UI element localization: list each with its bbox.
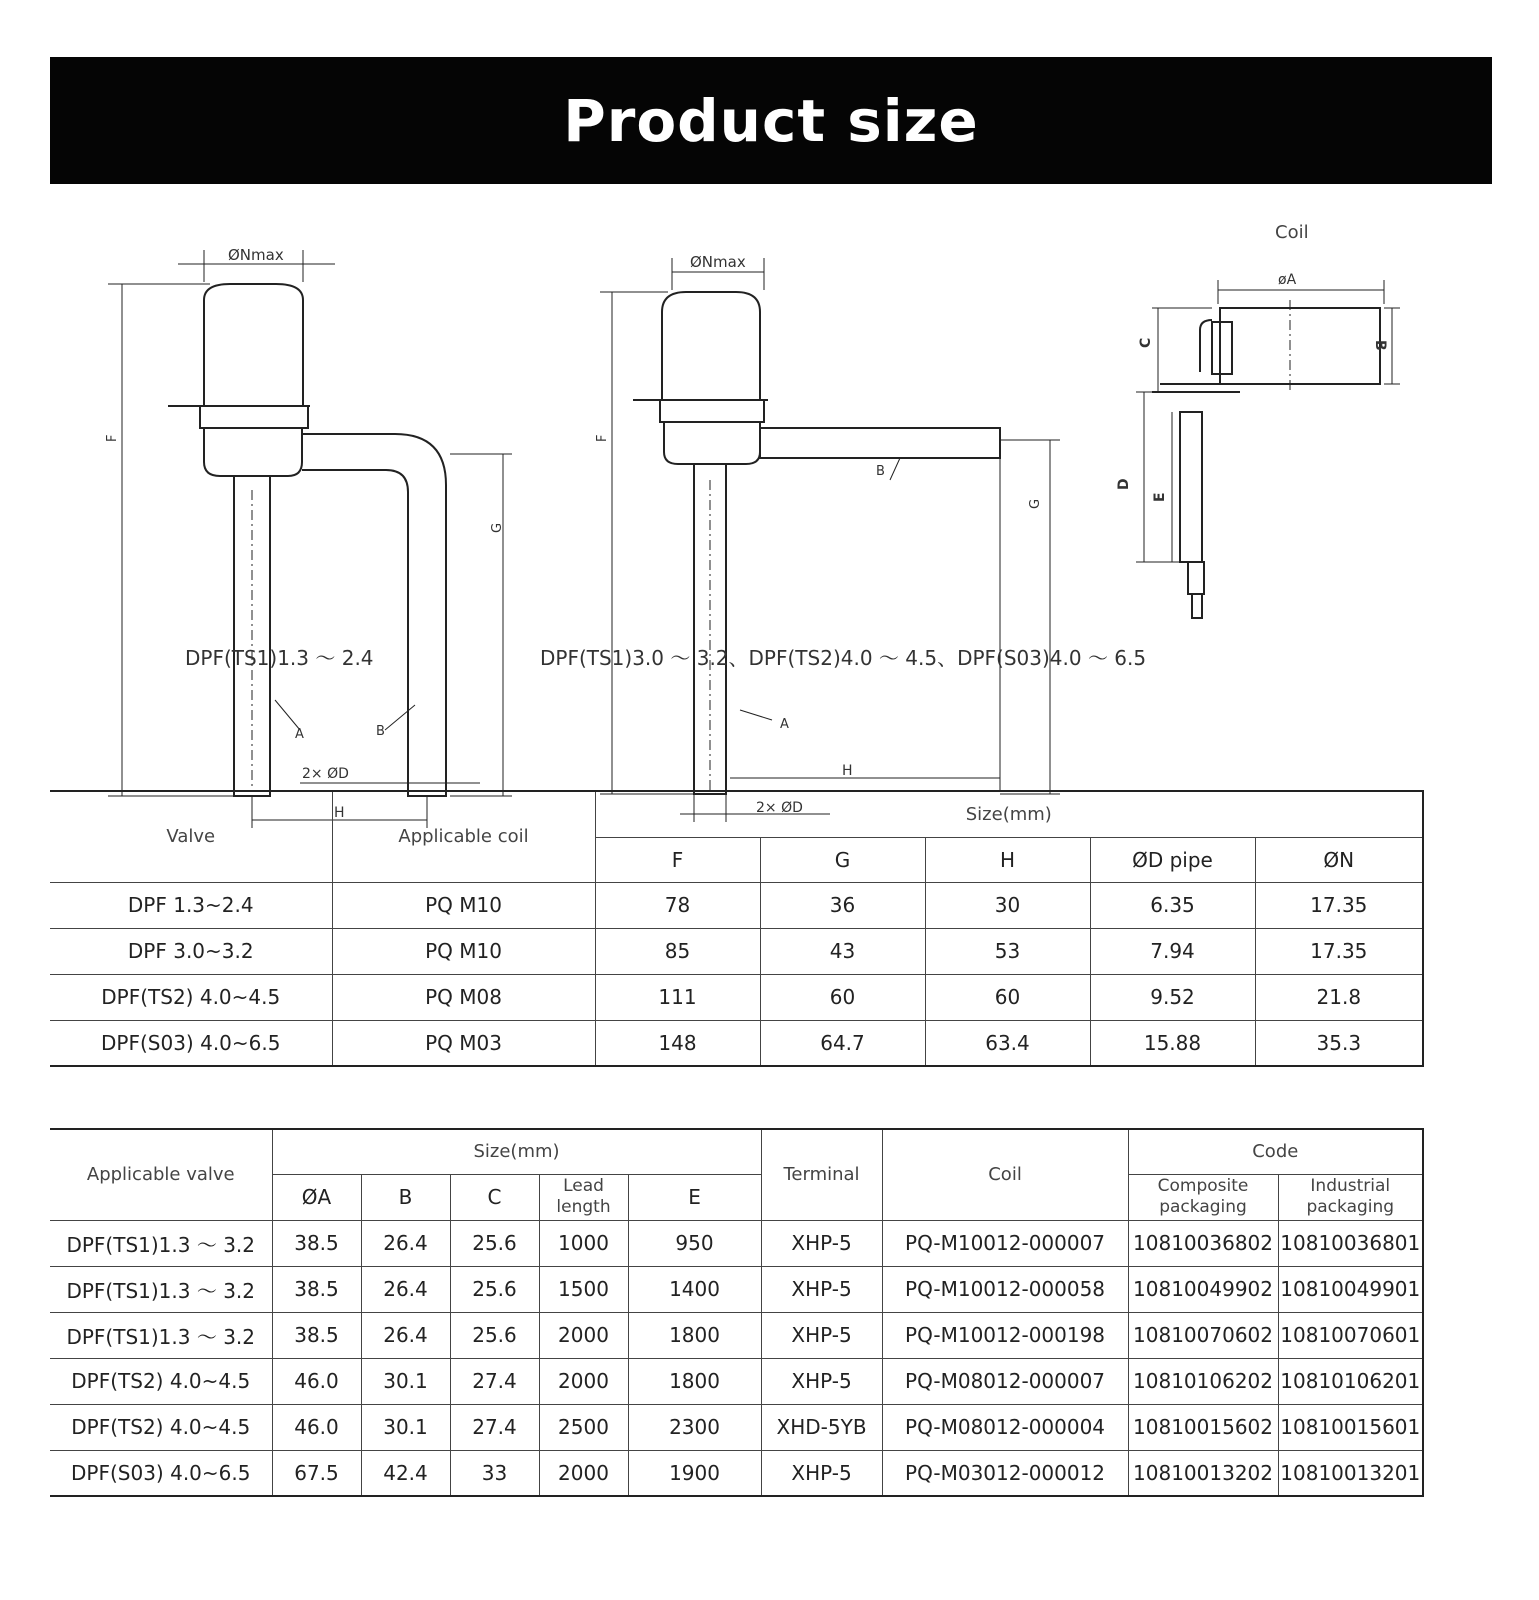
header-applicable-valve: Applicable valve [50, 1129, 272, 1220]
dim-label-g-left: G [490, 522, 505, 533]
cell-c: 27.4 [450, 1358, 539, 1404]
cell-e: 2300 [628, 1404, 761, 1450]
cell-b: 26.4 [361, 1220, 450, 1266]
dim-label-coil-b: B [1372, 340, 1388, 351]
dim-label-f-left: F [105, 434, 120, 442]
cell-b: 26.4 [361, 1266, 450, 1312]
header-coil: Coil [882, 1129, 1128, 1220]
cell-terminal: XHP-5 [761, 1220, 882, 1266]
cell-d-pipe: 7.94 [1090, 928, 1255, 974]
cell-composite-code: 10810036802 [1128, 1220, 1278, 1266]
cell-coil: PQ M10 [332, 882, 595, 928]
cell-b: 30.1 [361, 1404, 450, 1450]
cell-composite-code: 10810049902 [1128, 1266, 1278, 1312]
cell-a: 46.0 [272, 1358, 361, 1404]
coil-code-table [50, 1128, 1424, 1497]
table-row [50, 928, 1423, 974]
cell-c: 25.6 [450, 1266, 539, 1312]
dim-label-2d-middle: 2× ØD [756, 800, 803, 816]
cell-lead-length: 2500 [539, 1404, 628, 1450]
cell-h: 30 [925, 882, 1090, 928]
header-a: ØA [272, 1174, 361, 1220]
cell-lead-length: 2000 [539, 1312, 628, 1358]
cell-e: 1800 [628, 1312, 761, 1358]
cell-valve: DPF 1.3~2.4 [50, 882, 332, 928]
cell-h: 60 [925, 974, 1090, 1020]
cell-b: 30.1 [361, 1358, 450, 1404]
cell-g: 43 [760, 928, 925, 974]
cell-a: 46.0 [272, 1404, 361, 1450]
cell-g: 64.7 [760, 1020, 925, 1066]
cell-a: 38.5 [272, 1312, 361, 1358]
cell-terminal: XHD-5YB [761, 1404, 882, 1450]
cell-valve: DPF 3.0~3.2 [50, 928, 332, 974]
table-row [50, 1404, 1423, 1450]
valve-size-table [50, 790, 1424, 1067]
header-lead-line2: length [556, 1197, 611, 1217]
dim-label-2d-left: 2× ØD [302, 766, 349, 782]
header-lead-line1: Lead [563, 1176, 604, 1196]
cell-a: 38.5 [272, 1220, 361, 1266]
cell-d-pipe: 15.88 [1090, 1020, 1255, 1066]
cell-lead-length: 1500 [539, 1266, 628, 1312]
dim-label-b-middle: B [876, 464, 885, 479]
cell-terminal: XHP-5 [761, 1312, 882, 1358]
title-banner [50, 57, 1492, 184]
cell-coil: PQ-M10012-000007 [882, 1220, 1128, 1266]
cell-industrial-code: 10810049901 [1278, 1266, 1423, 1312]
cell-n: 35.3 [1255, 1020, 1423, 1066]
cell-coil: PQ M03 [332, 1020, 595, 1066]
cell-e: 1800 [628, 1358, 761, 1404]
cell-valve: DPF(TS2) 4.0~4.5 [50, 1358, 272, 1404]
header-lead-length [539, 1174, 628, 1220]
cell-composite-code: 10810106202 [1128, 1358, 1278, 1404]
page-title: Product size [563, 86, 979, 155]
header-b: B [361, 1174, 450, 1220]
cell-valve: DPF(TS2) 4.0~4.5 [50, 974, 332, 1020]
cell-n: 17.35 [1255, 882, 1423, 928]
header-composite-line2: packaging [1159, 1197, 1247, 1217]
cell-coil: PQ-M10012-000058 [882, 1266, 1128, 1312]
dim-label-coil-e: E [1152, 492, 1168, 502]
cell-d-pipe: 9.52 [1090, 974, 1255, 1020]
cell-coil: PQ-M10012-000198 [882, 1312, 1128, 1358]
header-h: H [925, 837, 1090, 882]
cell-f: 85 [595, 928, 760, 974]
cell-coil: PQ M10 [332, 928, 595, 974]
cell-b: 26.4 [361, 1312, 450, 1358]
table-row [50, 1266, 1423, 1312]
dim-label-g-middle: G [1028, 498, 1043, 509]
table-row [50, 1312, 1423, 1358]
header-composite-packaging [1128, 1174, 1278, 1220]
cell-valve: DPF(TS2) 4.0~4.5 [50, 1404, 272, 1450]
header-d-pipe: ØD pipe [1090, 837, 1255, 882]
cell-composite-code: 10810070602 [1128, 1312, 1278, 1358]
caption-left-drawing: DPF(TS1)1.3 ～ 2.4 [185, 646, 374, 670]
header-industrial-line2: packaging [1306, 1197, 1395, 1217]
coil-drawing [1136, 280, 1400, 618]
caption-middle-drawing: DPF(TS1)3.0 ～ 3.2、DPF(TS2)4.0 ～ 4.5、DPF(S03)4.0 ～ 6.5 [540, 646, 1147, 670]
cell-c: 33 [450, 1450, 539, 1496]
dim-label-n-max-left: ØNmax [228, 246, 284, 264]
cell-f: 148 [595, 1020, 760, 1066]
cell-coil: PQ-M03012-000012 [882, 1450, 1128, 1496]
dim-label-a-middle: A [780, 717, 789, 732]
dim-label-b-left: B [376, 724, 385, 739]
cell-valve: DPF(TS1)1.3 ～ 3.2 [50, 1266, 272, 1312]
dim-label-h-middle: H [842, 763, 853, 779]
header-size-mm: Size(mm) [595, 791, 1423, 837]
header-terminal: Terminal [761, 1129, 882, 1220]
dim-label-coil-phi-a: øA [1278, 272, 1297, 288]
cell-terminal: XHP-5 [761, 1266, 882, 1312]
dim-label-coil-d: D [1116, 478, 1132, 490]
cell-d-pipe: 6.35 [1090, 882, 1255, 928]
cell-h: 63.4 [925, 1020, 1090, 1066]
dim-label-f-middle: F [595, 434, 610, 442]
cell-n: 21.8 [1255, 974, 1423, 1020]
cell-c: 27.4 [450, 1404, 539, 1450]
cell-g: 60 [760, 974, 925, 1020]
cell-industrial-code: 10810070601 [1278, 1312, 1423, 1358]
cell-valve: DPF(TS1)1.3 ～ 3.2 [50, 1312, 272, 1358]
cell-e: 1400 [628, 1266, 761, 1312]
cell-composite-code: 10810013202 [1128, 1450, 1278, 1496]
cell-f: 78 [595, 882, 760, 928]
header-g: G [760, 837, 925, 882]
dim-label-a-left: A [295, 727, 304, 742]
header-f: F [595, 837, 760, 882]
coil-label: Coil [1275, 222, 1309, 243]
table-row [50, 1358, 1423, 1404]
cell-terminal: XHP-5 [761, 1358, 882, 1404]
cell-e: 950 [628, 1220, 761, 1266]
cell-g: 36 [760, 882, 925, 928]
cell-lead-length: 1000 [539, 1220, 628, 1266]
cell-a: 67.5 [272, 1450, 361, 1496]
cell-b: 42.4 [361, 1450, 450, 1496]
table-row [50, 974, 1423, 1020]
cell-industrial-code: 10810013201 [1278, 1450, 1423, 1496]
dim-label-n-max-middle: ØNmax [690, 253, 746, 271]
table-row [50, 1220, 1423, 1266]
table-row [50, 882, 1423, 928]
table-row [50, 1020, 1423, 1066]
cell-valve: DPF(S03) 4.0~6.5 [50, 1450, 272, 1496]
table-row [50, 1450, 1423, 1496]
header-valve: Valve [50, 791, 332, 882]
cell-coil: PQ-M08012-000004 [882, 1404, 1128, 1450]
dim-label-coil-c: C [1138, 337, 1154, 348]
cell-coil: PQ-M08012-000007 [882, 1358, 1128, 1404]
header-industrial-line1: Industrial [1310, 1176, 1391, 1196]
cell-coil: PQ M08 [332, 974, 595, 1020]
cell-industrial-code: 10810036801 [1278, 1220, 1423, 1266]
header-e: E [628, 1174, 761, 1220]
cell-lead-length: 2000 [539, 1358, 628, 1404]
header-applicable-coil: Applicable coil [332, 791, 595, 882]
dimension-labels [105, 222, 1388, 821]
header-composite-line1: Composite [1157, 1176, 1249, 1196]
header-size-mm: Size(mm) [272, 1129, 761, 1174]
header-c: C [450, 1174, 539, 1220]
cell-industrial-code: 10810106201 [1278, 1358, 1423, 1404]
cell-h: 53 [925, 928, 1090, 974]
cell-n: 17.35 [1255, 928, 1423, 974]
cell-lead-length: 2000 [539, 1450, 628, 1496]
cell-e: 1900 [628, 1450, 761, 1496]
header-industrial-packaging [1278, 1174, 1423, 1220]
header-n: ØN [1255, 837, 1423, 882]
cell-valve: DPF(S03) 4.0~6.5 [50, 1020, 332, 1066]
cell-c: 25.6 [450, 1220, 539, 1266]
cell-c: 25.6 [450, 1312, 539, 1358]
cell-industrial-code: 10810015601 [1278, 1404, 1423, 1450]
cell-terminal: XHP-5 [761, 1450, 882, 1496]
valve-drawing-left [108, 250, 512, 828]
dim-label-h-left: H [334, 805, 345, 821]
cell-valve: DPF(TS1)1.3 ～ 3.2 [50, 1220, 272, 1266]
header-code: Code [1128, 1129, 1423, 1174]
valve-drawing-middle [600, 258, 1060, 822]
cell-f: 111 [595, 974, 760, 1020]
cell-composite-code: 10810015602 [1128, 1404, 1278, 1450]
cell-a: 38.5 [272, 1266, 361, 1312]
